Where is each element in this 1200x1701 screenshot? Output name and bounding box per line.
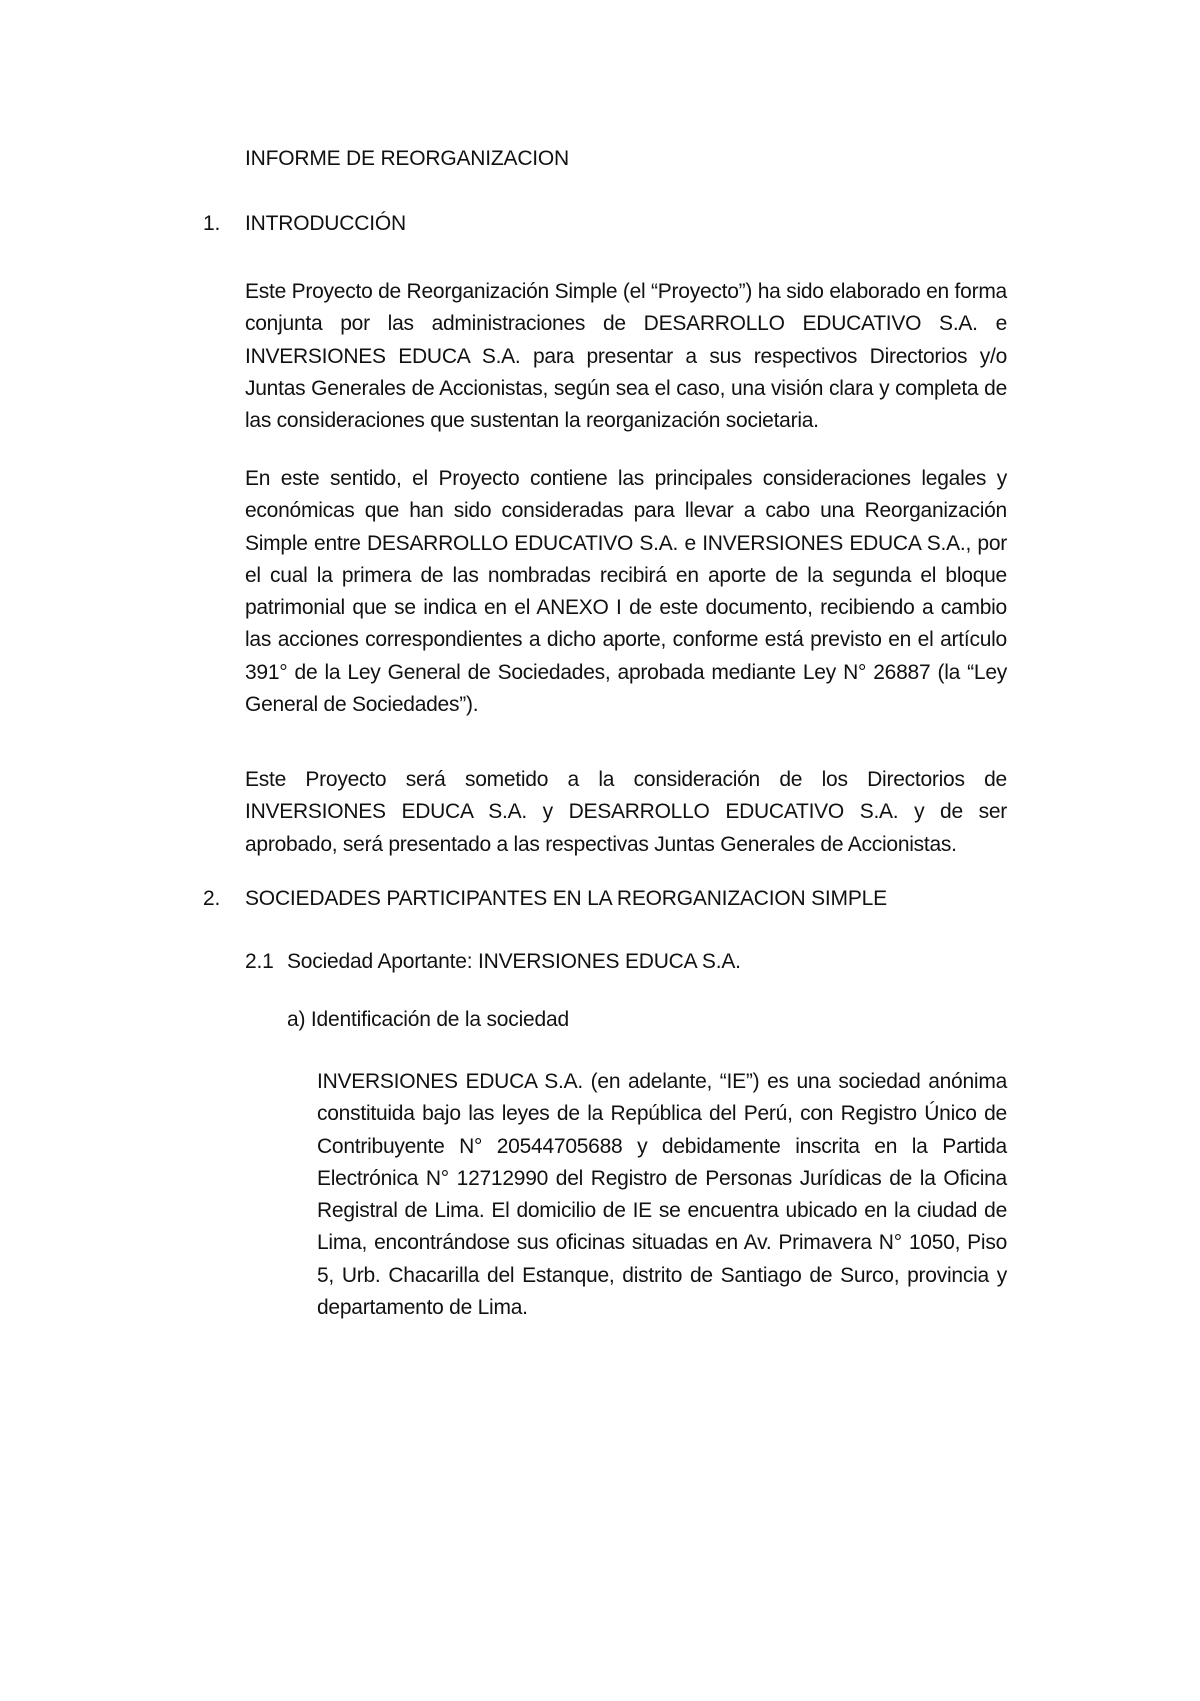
section-1-paragraph-2: En este sentido, el Proyecto contiene las principales consideraciones legales y económicas que han sido consideradas para llevar a cabo una Reorganización Simple entre DESARROLLO EDUCATIVO S.A. e INVERSIONES EDUCA S.A., por el cual la primera de las nombradas recibirá en aporte de la segunda el bloque patrimonial que se indica en el ANEXO I de este documento, recibiendo a cambio las acciones correspondientes a dicho aporte, conforme está previsto en el artículo 391° de la Ley General de Sociedades, aprobada mediante Ley N° 26887 (la “Ley General de Sociedades”).	[245, 467, 1007, 717]
section-2-heading	[203, 885, 887, 913]
subsection-2-1-title: Sociedad Aportante: INVERSIONES EDUCA S.A.	[287, 950, 741, 973]
section-1-number: 1.	[203, 212, 221, 235]
subsection-2-1-number: 2.1	[245, 950, 274, 973]
section-1-heading	[203, 210, 406, 238]
section-2-title: SOCIEDADES PARTICIPANTES EN LA REORGANIZACION SIMPLE	[245, 887, 887, 910]
document-title: INFORME DE REORGANIZACION	[245, 147, 570, 170]
section-1-paragraph-1: Este Proyecto de Reorganización Simple (el “Proyecto”) ha sido elaborado en forma conjunta por las administraciones de DESARROLLO EDUCATIVO S.A. e INVERSIONES EDUCA S.A. para presentar a sus respectivos Directorios y/o Juntas Generales de Accionistas, según sea el caso, una visión clara y completa de las consideraciones que sustentan la reorganización societaria.	[245, 280, 1007, 433]
section-2-number: 2.	[203, 887, 221, 910]
section-1-paragraph-3: Este Proyecto será sometido a la consideración de los Directorios de INVERSIONES EDUCA S.A. y DESARROLLO EDUCATIVO S.A. y de ser aprobado, será presentado a las respectivas Juntas Generales de Accionistas.	[245, 768, 1007, 856]
subsection-2-1-heading	[245, 948, 741, 976]
item-a-paragraph: INVERSIONES EDUCA S.A. (en adelante, “IE”) es una sociedad anónima constituida bajo las leyes de la República del Perú, con Registro Único de Contribuyente N° 20544705688 y debidamente inscrita en la Partida Electrónica N° 12712990 del Registro de Personas Jurídicas de la Oficina Registral de Lima. El domicilio de IE se encuentra ubicado en la ciudad de Lima, encontrándose sus oficinas situadas en Av. Primavera N° 1050, Piso 5, Urb. Chacarilla del Estanque, distrito de Santiago de Surco, provincia y departamento de Lima.	[317, 1070, 1007, 1320]
section-1-title: INTRODUCCIÓN	[245, 212, 406, 235]
item-a-label: a) Identificación de la sociedad	[287, 1008, 569, 1031]
